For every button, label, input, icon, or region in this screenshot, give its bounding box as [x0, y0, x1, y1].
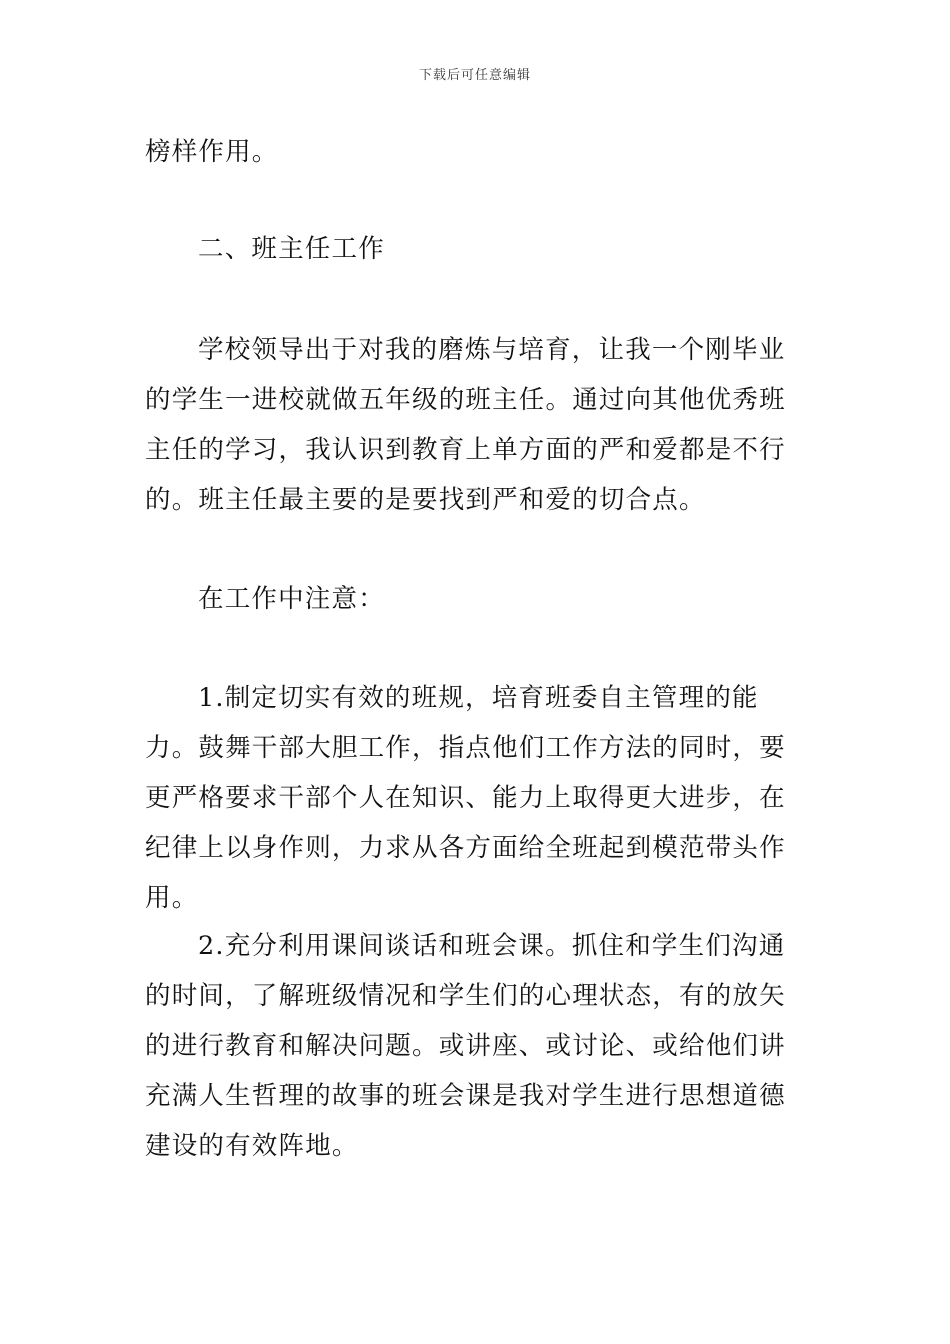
paragraph-continuation [145, 127, 810, 177]
page-header: 下载后可任意编辑 [418, 68, 531, 83]
paragraph: 在工作中注意： [198, 584, 385, 614]
list-item: 1.制定切实有效的班规，培育班委自主管理的能力。鼓舞干部大胆工作，指点他们工作方法的同时，要更严格要求干部个人在知识、能力上取得更大进步，在纪律上以身作则，力求从各方面给全班起到模范带头作用。 [145, 683, 786, 913]
list-item-block [145, 673, 810, 923]
paragraph-block [145, 325, 810, 525]
paragraph-block [145, 574, 810, 624]
list-item-block [145, 921, 810, 1171]
paragraph: 学校领导出于对我的磨炼与培育，让我一个刚毕业的学生一进校就做五年级的班主任。通过向其他优秀班主任的学习，我认识到教育上单方面的严和爱都是不行的。班主任最主要的是要找到严和爱的切合点。 [145, 335, 786, 515]
section-heading: 二、班主任工作 [198, 234, 385, 264]
section-heading-block [145, 224, 810, 274]
list-item: 2.充分利用课间谈话和班会课。抓住和学生们沟通的时间，了解班级情况和学生们的心理状态，有的放矢的进行教育和解决问题。或讲座、或讨论、或给他们讲充满人生哲理的故事的班会课是我对学生进行思想道德建设的有效阵地。 [145, 931, 786, 1161]
paragraph: 榜样作用。 [145, 137, 279, 167]
